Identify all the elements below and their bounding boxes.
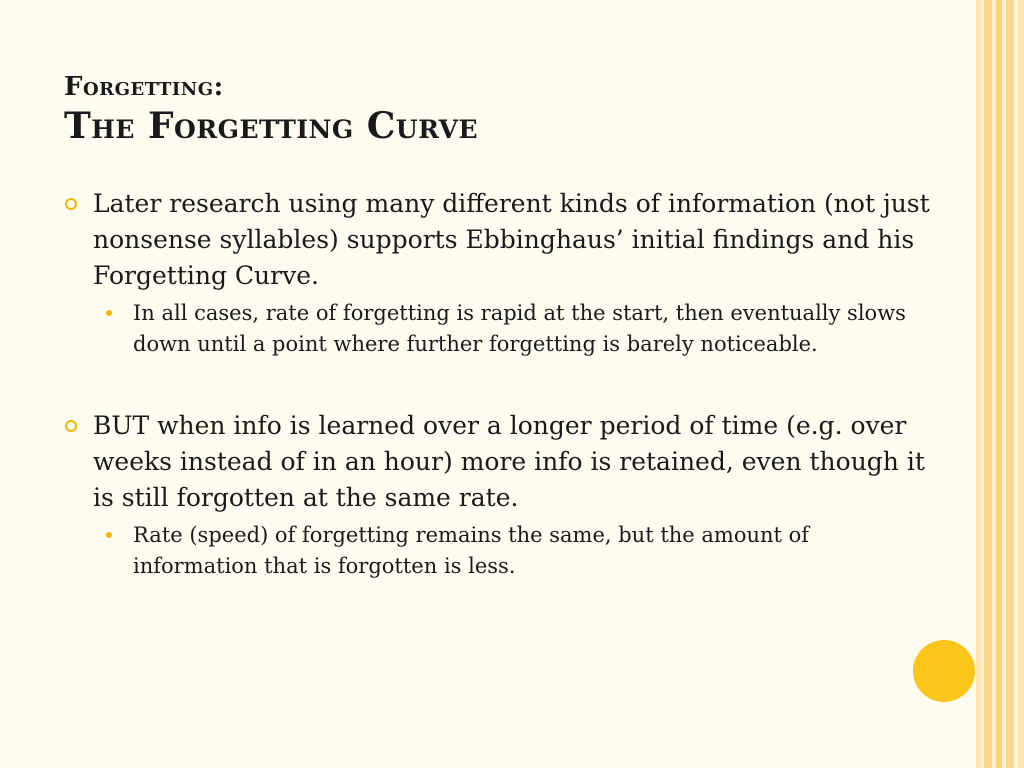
decorative-stripes [976, 0, 1024, 768]
hollow-circle-bullet-icon [65, 198, 77, 210]
title-line-2: The Forgetting Curve [64, 105, 479, 147]
decorative-circle-icon [913, 640, 975, 702]
stripe [984, 0, 992, 768]
sub-bullet-item [106, 298, 934, 360]
sub-bullet-item [106, 520, 934, 582]
bullet-item [64, 408, 934, 516]
bullet-text: BUT when info is learned over a longer period of time (e.g. over weeks instead of in an hour) more info is retained, even though it is still forgotten at the same rate. [93, 411, 925, 512]
stripe [1018, 0, 1024, 768]
bullet-item [64, 186, 934, 294]
spacer [64, 360, 934, 408]
stripe [1006, 0, 1014, 768]
bullet-text: Later research using many different kinds of information (not just nonsense syllables) supports Ebbinghaus’ initial findings and his Forgetting Curve. [93, 189, 930, 290]
sub-bullet-text: In all cases, rate of forgetting is rapid at the start, then eventually slows down until a point where further forgetting is barely noticeable. [133, 301, 906, 356]
slide-title [64, 72, 924, 150]
filled-dot-bullet-icon [106, 532, 112, 538]
filled-dot-bullet-icon [106, 310, 112, 316]
sub-bullet-text: Rate (speed) of forgetting remains the same, but the amount of information that is forgotten is less. [133, 523, 810, 578]
slide-content [64, 186, 934, 582]
title-line-1: Forgetting: [64, 72, 224, 102]
hollow-circle-bullet-icon [65, 420, 77, 432]
